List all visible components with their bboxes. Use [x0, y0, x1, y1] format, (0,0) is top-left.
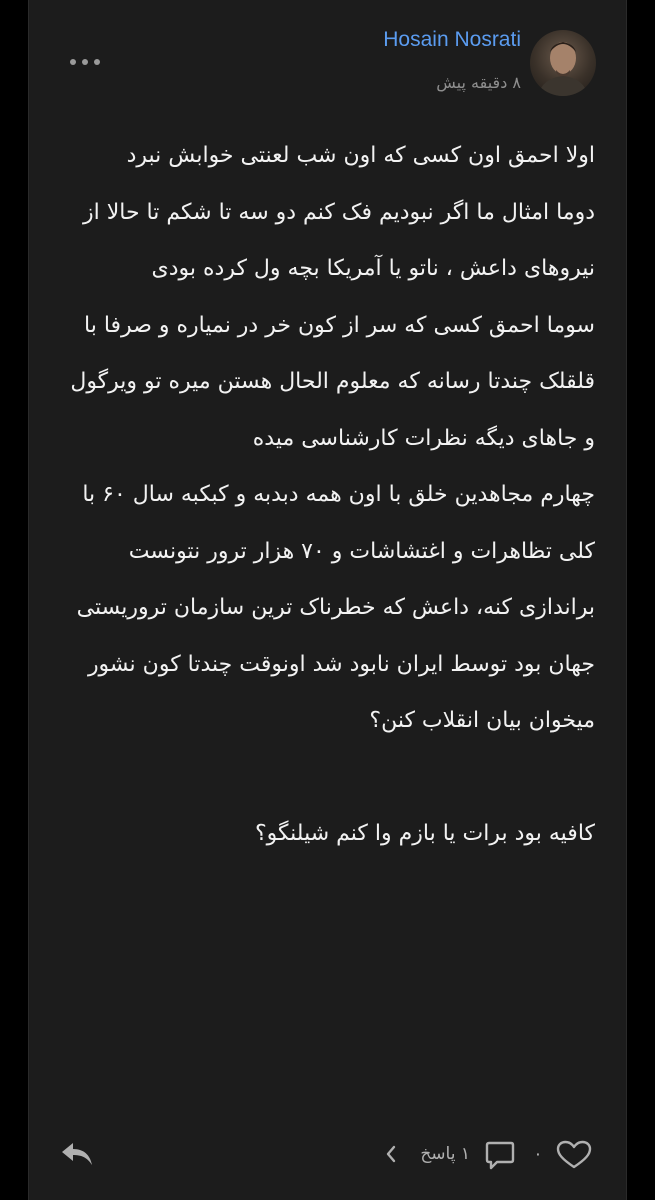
reply-arrow-icon[interactable]	[60, 1140, 94, 1168]
more-options-icon[interactable]	[68, 56, 102, 68]
comment-paragraph: دوما امثال ما اگر نبودیم فک کنم دو سه تا شکم تا حالا از نیروهای داعش ، ناتو یا آمریکا بچه ول کرده بودی	[75, 199, 595, 281]
comment-paragraph: سوما احمق کسی که سر از کون خر در نمیاره و صرفا با قلقلک چندتا رسانه که معلوم الحال هستن میره تو ویرگول و جاهای دیگه نظرات کارشناسی میده	[63, 312, 595, 451]
avatar[interactable]	[530, 30, 596, 96]
author-name[interactable]: Hosain Nosrati	[383, 28, 521, 51]
heart-icon[interactable]	[556, 1140, 592, 1170]
comment-bubble-icon[interactable]	[484, 1139, 516, 1171]
comment-timestamp: ۸ دقیقه پیش	[436, 73, 521, 92]
comment-actions	[0, 1134, 655, 1174]
replies-link[interactable]: ۱ پاسخ	[420, 1144, 470, 1164]
like-count: ۰	[533, 1144, 543, 1164]
comment-paragraph: کافیه بود برات یا بازم وا کنم شیلنگو؟	[254, 820, 595, 846]
comment-paragraph: چهارم مجاهدین خلق با اون همه دبدبه و کبکبه سال ۶۰ با کلی تظاهرات و اغتشاشات و ۷۰ هزار ترور نتونست براندازی کنه، داعش که خطرناک ترین سازمان تروریستی جهان بود توسط ایران نابود شد اونوقت چندتا کون نشور میخوان بیان انقلاب کنن؟	[69, 482, 595, 733]
comment-body	[62, 128, 595, 862]
avatar-photo	[530, 30, 596, 96]
chevron-left-icon[interactable]	[384, 1144, 398, 1164]
comment-paragraph: اولا احمق اون کسی که اون شب لعنتی خوابش نبرد	[126, 143, 595, 168]
